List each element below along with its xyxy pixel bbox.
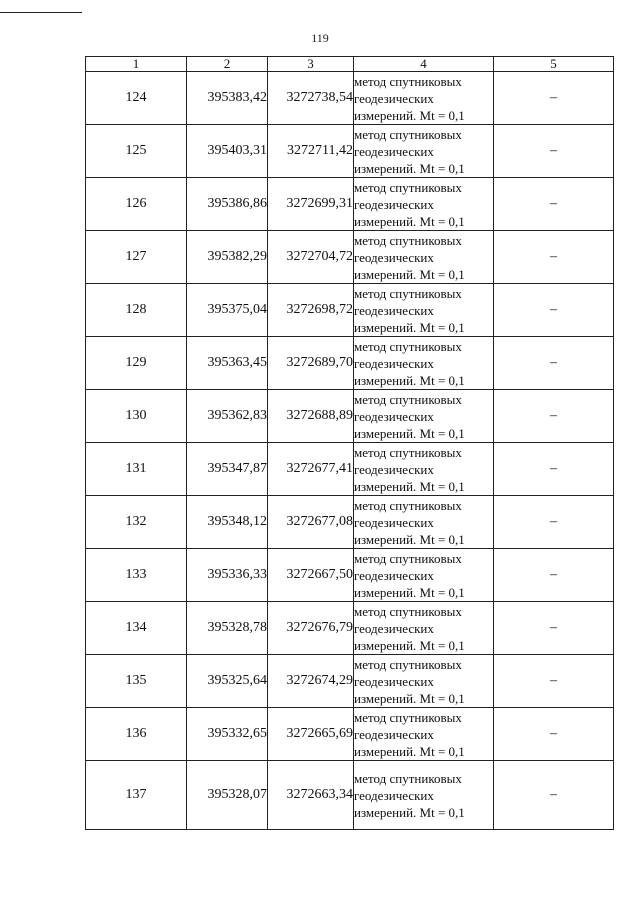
point-number-cell: 133 (86, 549, 187, 602)
coordinate-x-cell: 395347,87 (187, 443, 268, 496)
corner-rule (0, 12, 82, 13)
table-row (86, 231, 614, 284)
table-row (86, 708, 614, 761)
coordinate-x-cell: 395386,86 (187, 178, 268, 231)
method-cell: метод спутниковых геодезических измерений. Mt = 0,1 (354, 655, 494, 708)
coordinate-x-cell: 395336,33 (187, 549, 268, 602)
point-number-cell: 125 (86, 125, 187, 178)
table-header-row (86, 57, 614, 72)
table-row (86, 549, 614, 602)
coordinate-y-cell: 3272677,08 (268, 496, 354, 549)
coordinate-x-cell: 395382,29 (187, 231, 268, 284)
page-number: 119 (311, 31, 329, 45)
coordinate-y-cell: 3272704,72 (268, 231, 354, 284)
coordinate-x-cell: 395375,04 (187, 284, 268, 337)
note-cell: – (494, 655, 614, 708)
note-cell: – (494, 178, 614, 231)
coordinate-y-cell: 3272711,42 (268, 125, 354, 178)
method-cell: метод спутниковых геодезических измерений. Mt = 0,1 (354, 231, 494, 284)
table-row (86, 284, 614, 337)
coordinate-y-cell: 3272699,31 (268, 178, 354, 231)
coordinate-y-cell: 3272665,69 (268, 708, 354, 761)
table-row (86, 72, 614, 125)
coordinate-x-cell: 395325,64 (187, 655, 268, 708)
column-header: 5 (494, 57, 614, 72)
method-cell: метод спутниковых геодезических измерений. Mt = 0,1 (354, 390, 494, 443)
table-row (86, 178, 614, 231)
method-cell: метод спутниковых геодезических измерений. Mt = 0,1 (354, 602, 494, 655)
table-row (86, 337, 614, 390)
coordinate-x-cell: 395332,65 (187, 708, 268, 761)
point-number-cell: 127 (86, 231, 187, 284)
coordinate-y-cell: 3272663,34 (268, 761, 354, 830)
coordinate-y-cell: 3272674,29 (268, 655, 354, 708)
coordinate-y-cell: 3272677,41 (268, 443, 354, 496)
table-body (86, 72, 614, 830)
note-cell: – (494, 231, 614, 284)
column-header: 2 (187, 57, 268, 72)
method-cell: метод спутниковых геодезических измерений. Mt = 0,1 (354, 496, 494, 549)
point-number-cell: 132 (86, 496, 187, 549)
method-cell: метод спутниковых геодезических измерений. Mt = 0,1 (354, 337, 494, 390)
table-row (86, 125, 614, 178)
point-number-cell: 129 (86, 337, 187, 390)
note-cell: – (494, 390, 614, 443)
coordinate-y-cell: 3272738,54 (268, 72, 354, 125)
coordinate-x-cell: 395348,12 (187, 496, 268, 549)
coordinate-x-cell: 395328,78 (187, 602, 268, 655)
note-cell: – (494, 443, 614, 496)
note-cell: – (494, 761, 614, 830)
method-cell: метод спутниковых геодезических измерений. Mt = 0,1 (354, 178, 494, 231)
note-cell: – (494, 496, 614, 549)
coordinate-x-cell: 395362,83 (187, 390, 268, 443)
coordinate-y-cell: 3272688,89 (268, 390, 354, 443)
point-number-cell: 128 (86, 284, 187, 337)
point-number-cell: 136 (86, 708, 187, 761)
note-cell: – (494, 72, 614, 125)
method-cell: метод спутниковых геодезических измерений. Mt = 0,1 (354, 125, 494, 178)
note-cell: – (494, 284, 614, 337)
note-cell: – (494, 125, 614, 178)
coordinates-table (85, 56, 614, 830)
coordinate-y-cell: 3272676,79 (268, 602, 354, 655)
method-cell: метод спутниковых геодезических измерений. Mt = 0,1 (354, 761, 494, 830)
point-number-cell: 124 (86, 72, 187, 125)
method-cell: метод спутниковых геодезических измерений. Mt = 0,1 (354, 284, 494, 337)
table-row (86, 496, 614, 549)
table-row (86, 655, 614, 708)
column-header: 3 (268, 57, 354, 72)
coordinate-x-cell: 395403,31 (187, 125, 268, 178)
method-cell: метод спутниковых геодезических измерений. Mt = 0,1 (354, 72, 494, 125)
coordinate-x-cell: 395328,07 (187, 761, 268, 830)
table-row (86, 443, 614, 496)
table-row (86, 390, 614, 443)
point-number-cell: 126 (86, 178, 187, 231)
point-number-cell: 137 (86, 761, 187, 830)
table-row (86, 602, 614, 655)
column-header: 1 (86, 57, 187, 72)
note-cell: – (494, 337, 614, 390)
note-cell: – (494, 549, 614, 602)
point-number-cell: 135 (86, 655, 187, 708)
point-number-cell: 131 (86, 443, 187, 496)
method-cell: метод спутниковых геодезических измерений. Mt = 0,1 (354, 443, 494, 496)
note-cell: – (494, 602, 614, 655)
point-number-cell: 134 (86, 602, 187, 655)
coordinate-y-cell: 3272698,72 (268, 284, 354, 337)
coordinate-y-cell: 3272689,70 (268, 337, 354, 390)
coordinate-x-cell: 395383,42 (187, 72, 268, 125)
method-cell: метод спутниковых геодезических измерений. Mt = 0,1 (354, 549, 494, 602)
coordinate-x-cell: 395363,45 (187, 337, 268, 390)
note-cell: – (494, 708, 614, 761)
coordinate-y-cell: 3272667,50 (268, 549, 354, 602)
point-number-cell: 130 (86, 390, 187, 443)
column-header: 4 (354, 57, 494, 72)
table-row (86, 761, 614, 830)
method-cell: метод спутниковых геодезических измерений. Mt = 0,1 (354, 708, 494, 761)
